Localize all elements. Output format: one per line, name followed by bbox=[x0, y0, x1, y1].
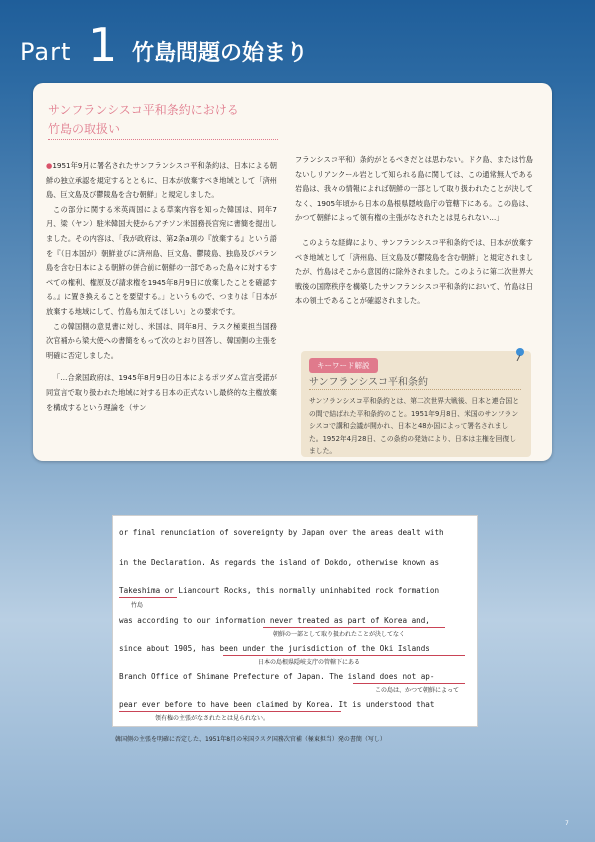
paragraph-5: フランシスコ平和）条約がとるべきだとは思わない。ドク島、または竹島ないしリアンクール岩として知られる島に関しては、この通常無人である岩島は、我々の情報によれば朝鮮の一部として取り扱われたことが決してなく、1905年頃から日本の島根県隠岐島庁の管轄下にある。この島は、かつて朝鮮によって領有権の主張がなされたとは見られない…」 bbox=[295, 155, 533, 223]
annotation-jurisdiction: 日本の島根県隠岐支庁の管轄下にある bbox=[258, 659, 361, 666]
page-title: 竹島問題の始まり bbox=[132, 41, 309, 66]
section-subtitle bbox=[48, 101, 239, 139]
underline bbox=[263, 627, 445, 628]
page-header bbox=[0, 0, 595, 80]
document-line: in the Declaration. As regards the island of Dokdo, otherwise known as bbox=[119, 558, 440, 567]
content-panel bbox=[33, 83, 552, 461]
paragraph-2: この部分に関する米英両国による草案内容を知った韓国は、同年7月、梁（ヤン）駐米韓国大使からアチソン米国務長官宛に書簡を提出しました。その内容は、「我が政府は、第2条a項の『放棄する』という語を『（日本国が）朝鮮並びに済州島、巨文島、鬱陵島、独島及びパラン島を含む日本による朝鮮の併合前に朝鮮の一部であった島々に対するすべての権利、権原及び請求権を1945年8月9日に放棄したことを確認する。』に置き換えることを要望する。」というもので、つまりは「日本が放棄する地域にして、竹島も加えてほしい」との要求です。 bbox=[46, 204, 277, 316]
keyword-box bbox=[301, 351, 531, 457]
document-image bbox=[112, 515, 478, 727]
paragraph-4: 「…合衆国政府は、1945年8月9日の日本によるポツダム宣言受諾が同宣言で取り扱われた地域に対する日本の正式ないし最終的な主権放棄を構成するという理論を（サン bbox=[46, 373, 277, 412]
keyword-divider bbox=[309, 389, 521, 390]
document-line: was according to our information never treated as part of Korea and, bbox=[119, 616, 430, 625]
part-number: 1 bbox=[88, 18, 118, 72]
document-line: pear ever before to have been claimed by Korea. It is understood that bbox=[119, 700, 435, 709]
figure-caption: 韓国側の主張を明確に否定した、1951年8月の米国ラスク国務次官補（極東担当）発の書簡（写し） bbox=[115, 736, 386, 743]
keyword-tag: キーワード解説 bbox=[309, 358, 378, 373]
left-column bbox=[46, 159, 277, 415]
pushpin-icon bbox=[513, 347, 527, 361]
document-line: or final renunciation of sovereignty by Japan over the areas dealt with bbox=[119, 528, 444, 537]
part-label: Part bbox=[20, 38, 72, 66]
page-number: 7 bbox=[565, 820, 569, 827]
paragraph-1 bbox=[46, 159, 277, 203]
subtitle-line-1: サンフランシスコ平和条約における bbox=[48, 103, 239, 117]
right-column bbox=[295, 153, 533, 309]
paragraph-3: この韓国側の意見書に対し、米国は、同年8月、ラスク極東担当国務次官補から梁大使への書簡をもって次のとおり回答し、韓国側の主張を明確に否定しました。 bbox=[46, 321, 277, 360]
paragraph-6: このような経緯により、サンフランシスコ平和条約では、日本が放棄すべき地域として「済州島、巨文島及び鬱陵島を含む朝鮮」と規定されましたが、竹島はそこから意図的に除外されました。このように第二次世界大戦後の国際秩序を構築したサンフランシスコ平和条約において、竹島は日本の領土であることが確認されました。 bbox=[295, 237, 533, 306]
underline bbox=[223, 655, 465, 656]
document-line: Takeshima or Liancourt Rocks, this normally uninhabited rock formation bbox=[119, 586, 440, 595]
document-line: Branch Office of Shimane Prefecture of Japan. The island does not ap- bbox=[119, 672, 435, 681]
bullet-icon: ● bbox=[46, 161, 53, 170]
subtitle-divider bbox=[48, 139, 278, 140]
underline bbox=[119, 597, 177, 598]
paragraph-1-text: 1951年9月に署名されたサンフランシスコ平和条約は、日本による朝鮮の独立承認を規定するとともに、日本が放棄すべき地域として「済州島、巨文島及び鬱陵島を含む朝鮮」と規定しました。 bbox=[46, 161, 277, 200]
underline bbox=[119, 711, 341, 712]
underline bbox=[353, 683, 465, 684]
keyword-title: サンフランシスコ平和条約 bbox=[309, 377, 428, 388]
document-line: since about 1905, has been under the jurisdiction of the Oki Islands bbox=[119, 644, 430, 653]
annotation-claimed-by-korea: 領有権の主張がなされたとは見られない。 bbox=[155, 715, 270, 722]
keyword-body: サンフランシスコ平和条約とは、第二次世界大戦後、日本と連合国との間で結ばれた平和条約のこと。1951年9月8日、米国のサンフランシスコで講和会議が開かれ、日本と48か国によって署名されました。1952年4月28日、この条約の発効により、日本は主権を回復しました。 bbox=[309, 397, 519, 455]
annotation-takeshima: 竹島 bbox=[131, 602, 144, 609]
subtitle-line-2: 竹島の取扱い bbox=[48, 122, 121, 136]
annotation-part-of-korea: 朝鮮の一部として取り扱われたことが決してなく bbox=[273, 631, 406, 638]
annotation-not-claimed: この島は、かつて朝鮮によって bbox=[375, 687, 460, 694]
